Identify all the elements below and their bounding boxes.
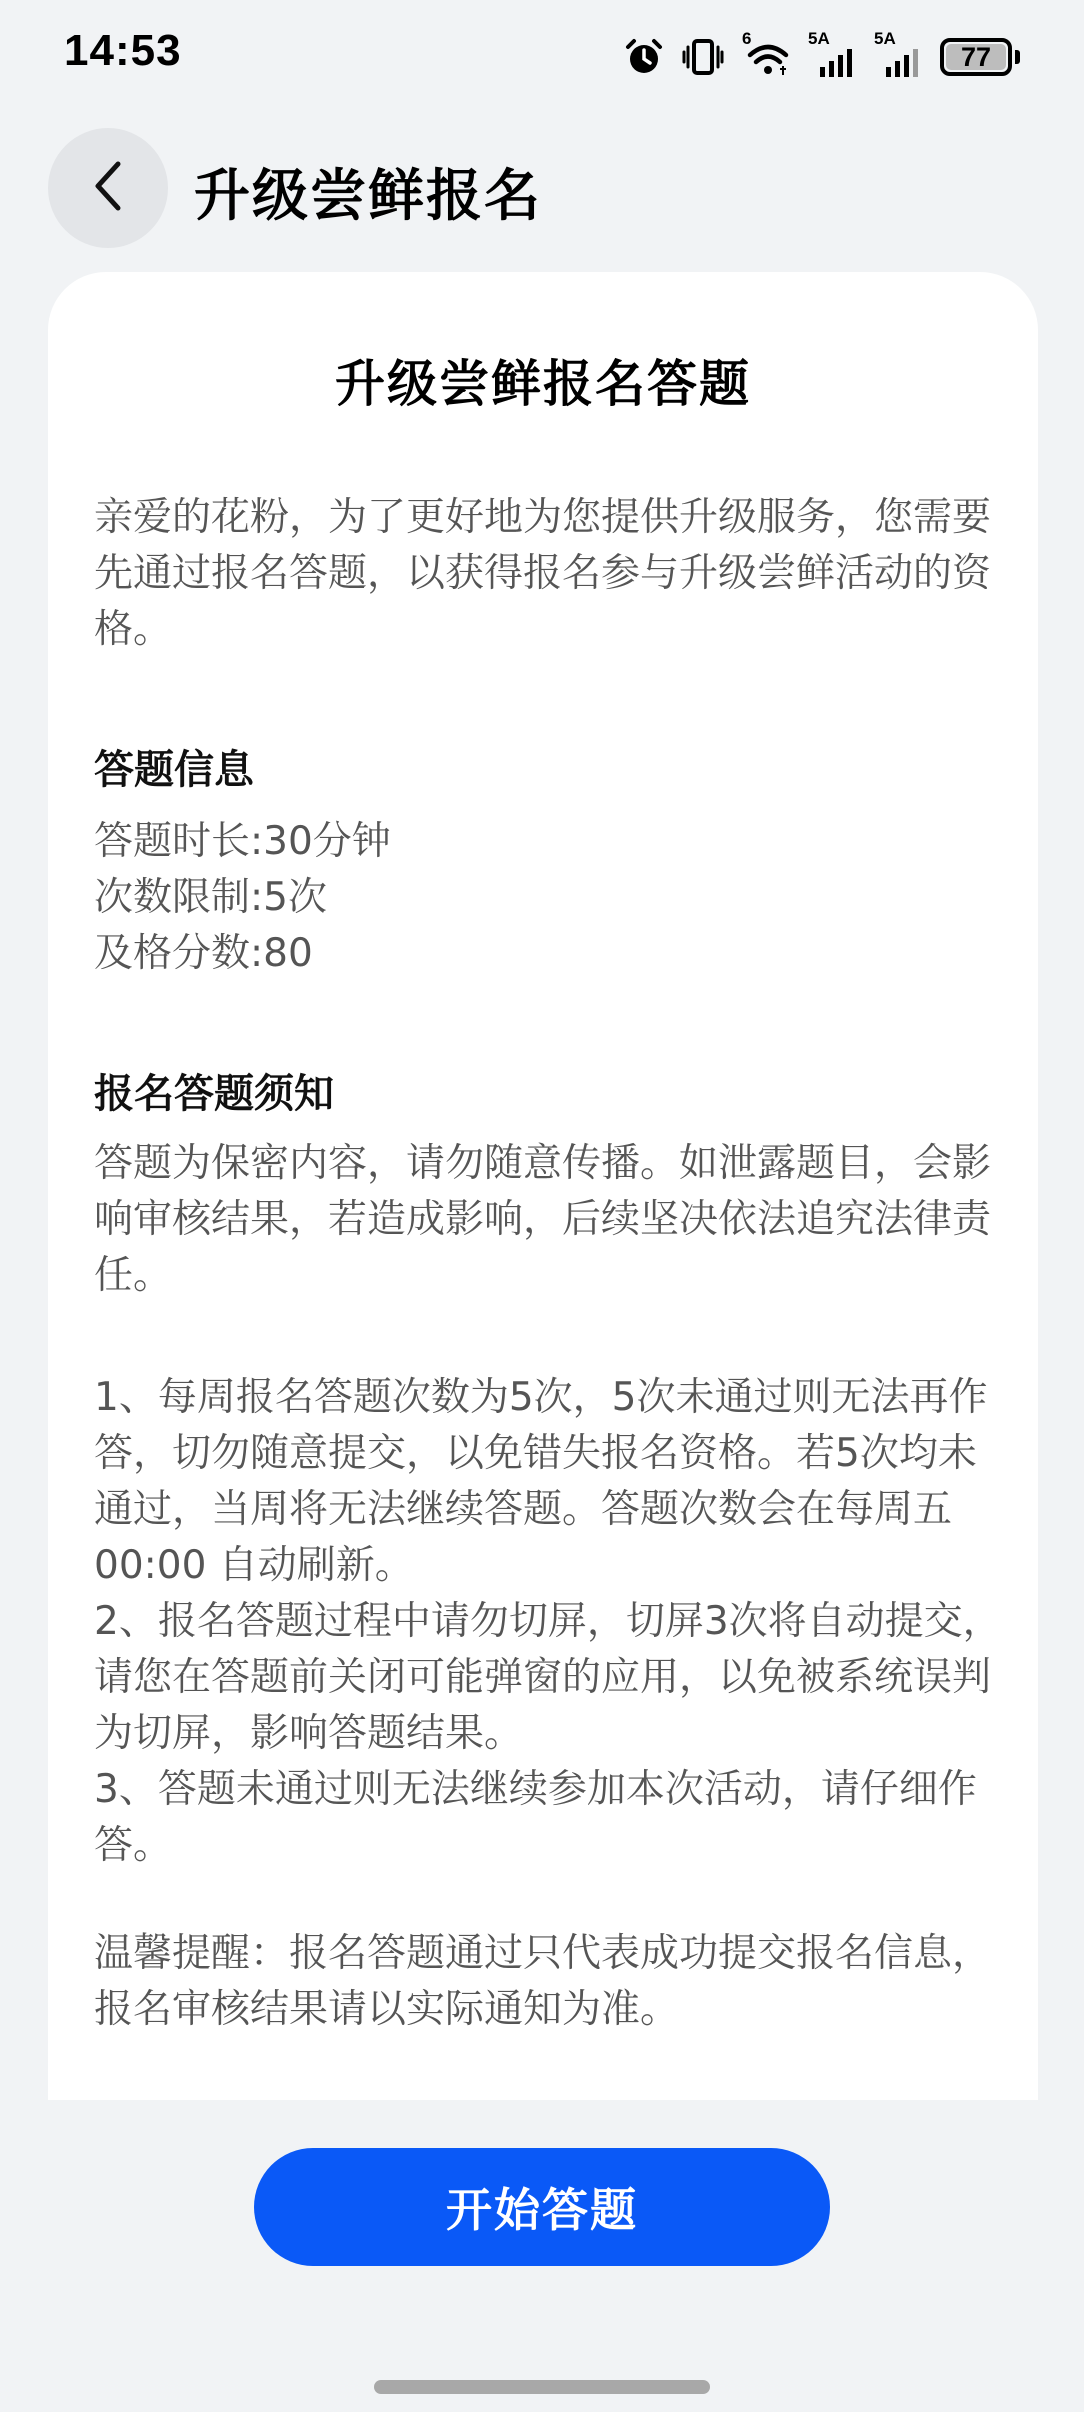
status-time: 14:53 xyxy=(64,26,182,75)
info-pass-score: 及格分数:80 xyxy=(94,931,313,976)
page-title: 升级尝鲜报名 xyxy=(194,164,542,229)
sim2-label: 5A xyxy=(874,29,896,48)
alarm-icon xyxy=(624,37,664,77)
notice-section-title: 报名答题须知 xyxy=(94,1071,334,1117)
wifi-label: 6 xyxy=(742,29,752,48)
status-bar xyxy=(0,0,1084,110)
start-quiz-button[interactable]: 开始答题 xyxy=(254,2148,830,2266)
intro-text: 亲爱的花粉，为了更好地为您提供升级服务，您需要先通过报名答题，以获得报名参与升级尝鲜活动的资格。 xyxy=(94,495,992,652)
wifi-icon xyxy=(742,29,790,77)
signal-icon xyxy=(808,29,856,77)
rule-item: 2、报名答题过程中请勿切屏，切屏3次将自动提交，请您在答题前关闭可能弹窗的应用，以免被系统误判为切屏，影响答题结果。 xyxy=(94,1599,1002,1756)
sim1-label: 5A xyxy=(808,29,830,48)
content-card xyxy=(48,272,1038,2100)
back-button[interactable] xyxy=(48,128,168,248)
signal-icon xyxy=(874,29,922,77)
home-indicator[interactable] xyxy=(374,2380,710,2394)
card-title: 升级尝鲜报名答题 xyxy=(335,355,751,413)
battery-level: 77 xyxy=(946,44,1006,70)
battery-icon xyxy=(940,38,1020,76)
info-attempts: 次数限制:5次 xyxy=(94,875,327,920)
rules-list xyxy=(94,1370,1014,1874)
header xyxy=(0,128,1084,248)
rule-item: 1、每周报名答题次数为5次，5次未通过则无法再作答，切勿随意提交，以免错失报名资格。若5次均未通过，当周将无法继续答题。答题次数会在每周五 00:00 自动刷新。 xyxy=(94,1375,988,1588)
rule-item: 3、答题未通过则无法继续参加本次活动，请仔细作答。 xyxy=(94,1767,977,1868)
vibrate-icon xyxy=(682,37,724,77)
info-section-title: 答题信息 xyxy=(94,747,254,793)
chevron-left-icon xyxy=(88,158,128,218)
reminder-text: 温馨提醒：报名答题通过只代表成功提交报名信息，报名审核结果请以实际通知为准。 xyxy=(94,1931,992,2032)
notice-intro-text: 答题为保密内容，请勿随意传播。如泄露题目，会影响审核结果，若造成影响，后续坚决依法追究法律责任。 xyxy=(94,1141,992,1298)
status-icons xyxy=(624,29,1020,82)
info-duration: 答题时长:30分钟 xyxy=(94,819,391,864)
info-list xyxy=(94,814,1014,982)
